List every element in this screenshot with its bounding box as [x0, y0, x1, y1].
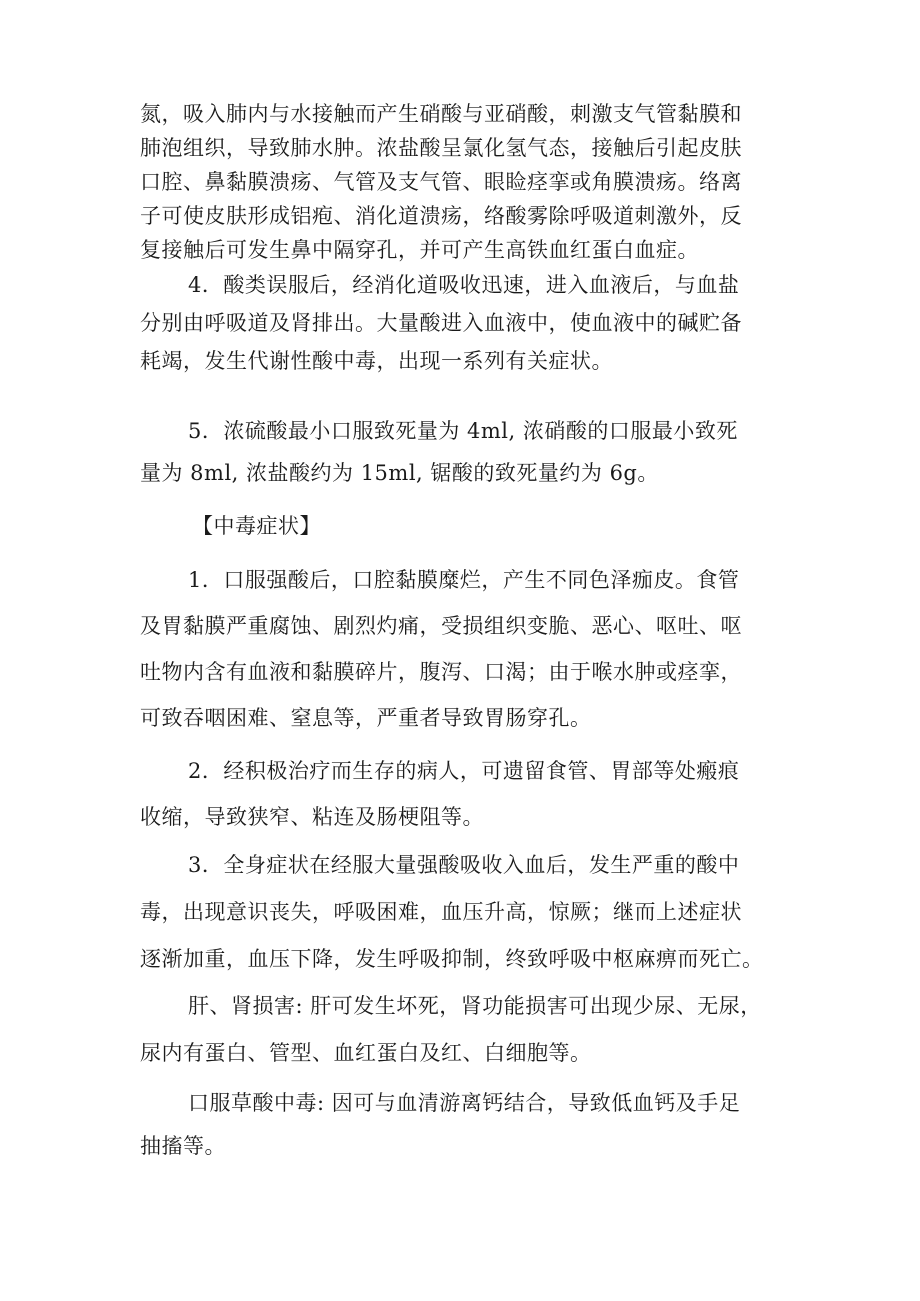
- paragraph-corrosion-effects: [140, 97, 800, 267]
- text-line: 4．酸类误服后，经消化道吸收迅速，进入血液后，与血盐: [188, 273, 740, 297]
- paragraph-oxalic-acid-poisoning: [140, 1082, 800, 1168]
- text-line: 及胃黏膜严重腐蚀、剧烈灼痛，受损组织变脆、恶心、呕吐、呕: [140, 614, 742, 638]
- text-line: 肝、肾损害: 肝可发生坏死，肾功能损害可出现少尿、无尿，: [188, 994, 762, 1018]
- text-line: 尿内有蛋白、管型、血红蛋白及红、白细胞等。: [140, 1041, 592, 1065]
- text-line: 可致吞咽困难、窒息等，严重者导致胃肠穿孔。: [140, 706, 592, 730]
- paragraph-liver-kidney-damage: [140, 983, 800, 1077]
- text-line: 分别由呼吸道及肾排出。大量酸进入血液中，使血液中的碱贮备: [140, 311, 742, 335]
- text-line: 1．口服强酸后，口腔黏膜糜烂，产生不同色泽痂皮。食管: [188, 568, 740, 592]
- text-line: 口腔、鼻黏膜溃疡、气管及支气管、眼睑痉挛或角膜溃疡。络离: [140, 170, 742, 194]
- text-line: 5．浓硫酸最小口服致死量为 4ml, 浓硝酸的口服最小致死: [188, 419, 738, 443]
- paragraph-symptom-1: [140, 557, 800, 741]
- text-line: 口服草酸中毒: 因可与血清游离钙结合，导致低血钙及手足: [188, 1091, 741, 1115]
- text-line: 抽搐等。: [140, 1134, 226, 1158]
- text-line: 肺泡组织，导致肺水肿。浓盐酸呈氯化氢气态，接触后引起皮肤: [140, 136, 742, 160]
- text-line: 逐渐加重，血压下降，发生呼吸抑制，终致呼吸中枢麻痹而死亡。: [140, 947, 764, 971]
- text-line: 毒，出现意识丧失，呼吸困难，血压升高，惊厥；继而上述症状: [140, 900, 742, 924]
- section-heading-poisoning-symptoms: [192, 509, 852, 543]
- text-line: 耗竭，发生代谢性酸中毒，出现一系列有关症状。: [140, 349, 613, 373]
- paragraph-symptom-3: [140, 842, 800, 983]
- text-line: 2．经积极治疗而生存的病人，可遗留食管、胃部等处瘢痕: [188, 759, 740, 783]
- text-line: 吐物内含有血液和黏膜碎片，腹泻、口渴；由于喉水肿或痉挛，: [140, 660, 742, 684]
- paragraph-item-4: [140, 266, 800, 380]
- paragraph-item-5: [140, 410, 800, 494]
- paragraph-symptom-2: [140, 748, 800, 840]
- text-line: 3．全身症状在经服大量强酸吸收入血后，发生严重的酸中: [188, 853, 740, 877]
- text-line: 氮，吸入肺内与水接触而产生硝酸与亚硝酸，刺激支气管黏膜和: [140, 102, 742, 126]
- text-line: 收缩，导致狭窄、粘连及肠梗阻等。: [140, 805, 484, 829]
- text-line: 子可使皮肤形成铝疱、消化道溃疡，络酸雾除呼吸道刺激外，反: [140, 204, 742, 228]
- text-line: 量为 8ml, 浓盐酸约为 15ml, 锯酸的致死量约为 6g。: [140, 461, 659, 485]
- heading-text: 【中毒症状】: [192, 514, 321, 538]
- text-line: 复接触后可发生鼻中隔穿孔，并可产生高铁血红蛋白血症。: [140, 238, 699, 262]
